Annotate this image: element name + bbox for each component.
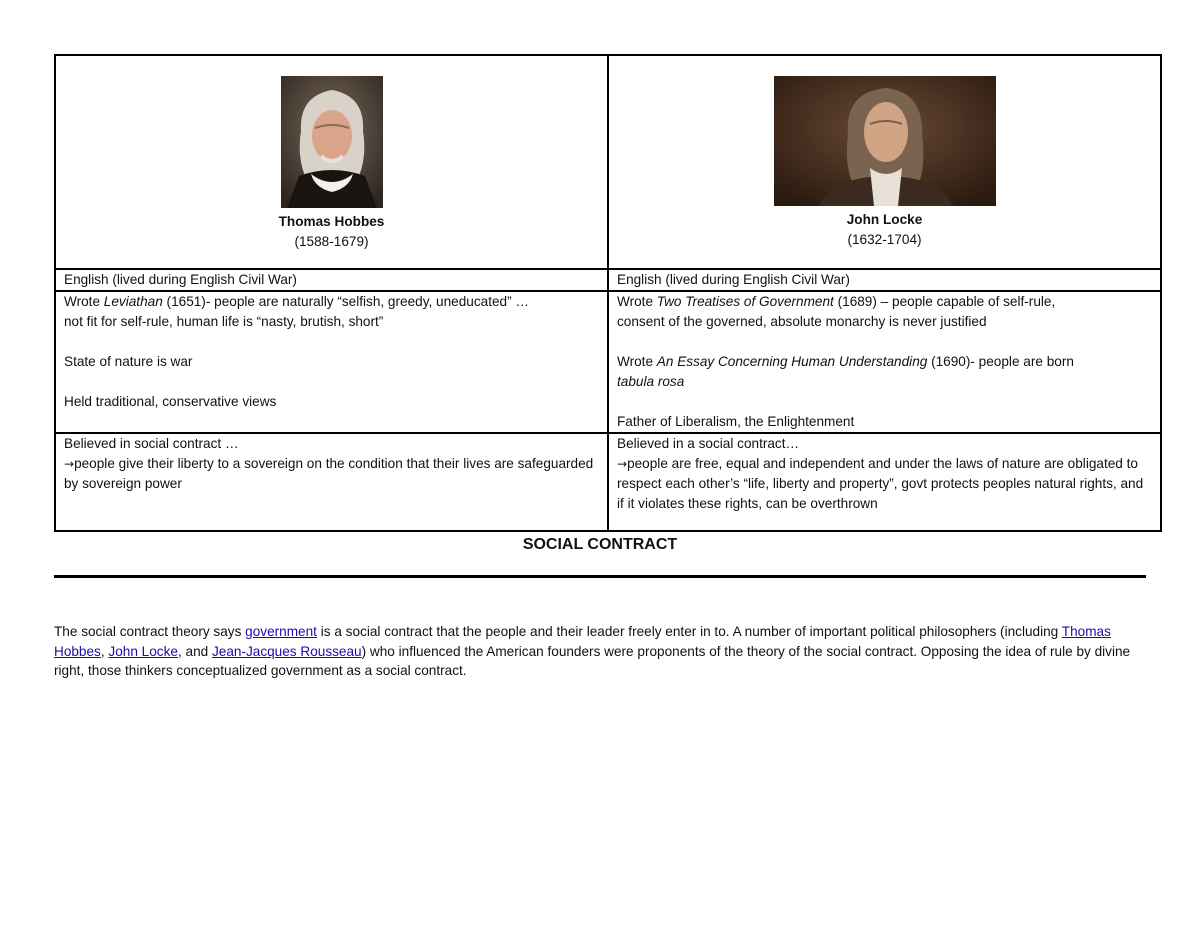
hobbes-works-line2: not fit for self-rule, human life is “nasty, brutish, short” (64, 314, 384, 329)
hobbes-works-cell (55, 291, 608, 433)
locke-contract-heading: Believed in a social contract… (617, 436, 800, 451)
section-title: SOCIAL CONTRACT (522, 536, 678, 553)
portrait-row (55, 55, 1161, 269)
locke-essay-title: An Essay Concerning Human Understanding (656, 354, 928, 369)
locke-nationality: English (lived during English Civil War) (608, 269, 1161, 291)
locke-works-line2: consent of the governed, absolute monarchy is never justified (617, 314, 987, 329)
locke-contract-cell (608, 433, 1161, 531)
link-rousseau[interactable]: Jean-Jacques Rousseau (211, 643, 362, 659)
locke-portrait-cell (608, 55, 1161, 269)
horizontal-rule (54, 575, 1146, 578)
locke-book-title: Two Treatises of Government (656, 294, 834, 309)
arrow-right-icon: → (64, 457, 75, 471)
hobbes-contract-heading: Believed in social contract … (64, 436, 239, 451)
locke-works-cell (608, 291, 1161, 433)
locke-years: (1632-1704) (847, 232, 922, 247)
hobbes-point-war: State of nature is war (64, 354, 193, 369)
philosopher-comparison-table (54, 54, 1162, 532)
para-text-4: , and (177, 643, 212, 659)
hobbes-works-rest: (1651)- people are naturally “selfish, greedy, uneducated” … (162, 294, 529, 309)
social-contract-paragraph (54, 622, 1154, 681)
hobbes-contract-cell (55, 433, 608, 531)
para-text-3: , (100, 643, 109, 659)
hobbes-portrait (281, 76, 383, 208)
arrow-right-icon: → (617, 457, 628, 471)
hobbes-name: Thomas Hobbes (278, 214, 385, 229)
contract-row (55, 433, 1161, 531)
locke-contract-text (617, 454, 1152, 514)
locke-essay-line (617, 352, 1152, 372)
locke-contract-body: people are free, equal and independent and under the laws of nature are obligated to respect each other’s “life, liberty and property”, govt protects peoples natural rights, and if it violates these rights, can be overthrown (617, 456, 1144, 511)
locke-works-line (617, 292, 1152, 312)
locke-works-rest: (1689) – people capable of self-rule, (833, 294, 1056, 309)
link-government[interactable]: government (245, 624, 317, 639)
para-text-2: is a social contract that the people and their leader freely enter in to. A number of important political philosophers (including (316, 624, 1062, 639)
hobbes-works-prefix: Wrote (64, 294, 104, 309)
locke-essay-rest: (1690)- people are born (927, 354, 1074, 369)
locke-tabula-rosa-term: tabula rosa (617, 374, 685, 389)
hobbes-nationality: English (lived during English Civil War) (55, 269, 608, 291)
hobbes-point-views: Held traditional, conservative views (64, 394, 277, 409)
link-thomas-hobbes[interactable]: Thomas Hobbes (54, 624, 1111, 659)
locke-essay-prefix: Wrote (617, 354, 657, 369)
link-john-locke[interactable]: John Locke (108, 643, 178, 659)
locke-point-liberalism: Father of Liberalism, the Enlightenment (617, 414, 855, 429)
nationality-row (55, 269, 1161, 291)
hobbes-book-title: Leviathan (103, 294, 163, 309)
locke-portrait (774, 76, 996, 206)
hobbes-portrait-cell (55, 55, 608, 269)
hobbes-years: (1588-1679) (294, 234, 369, 249)
locke-name: John Locke (846, 212, 923, 227)
para-text-1: The social contract theory says (54, 624, 246, 639)
locke-works-prefix: Wrote (617, 294, 657, 309)
hobbes-works-line (64, 292, 599, 312)
para-text-5: ) who influenced the American founders were proponents of the theory of the social contract. Opposing the idea of rule by divine right, those thinkers conceptualized government as a social contract. (54, 643, 1131, 678)
locke-tabula-rosa (617, 372, 1152, 392)
hobbes-contract-body: people give their liberty to a sovereign on the condition that their lives are safeguarded by sovereign power (64, 456, 594, 491)
works-row (55, 291, 1161, 433)
hobbes-contract-text (64, 454, 599, 494)
